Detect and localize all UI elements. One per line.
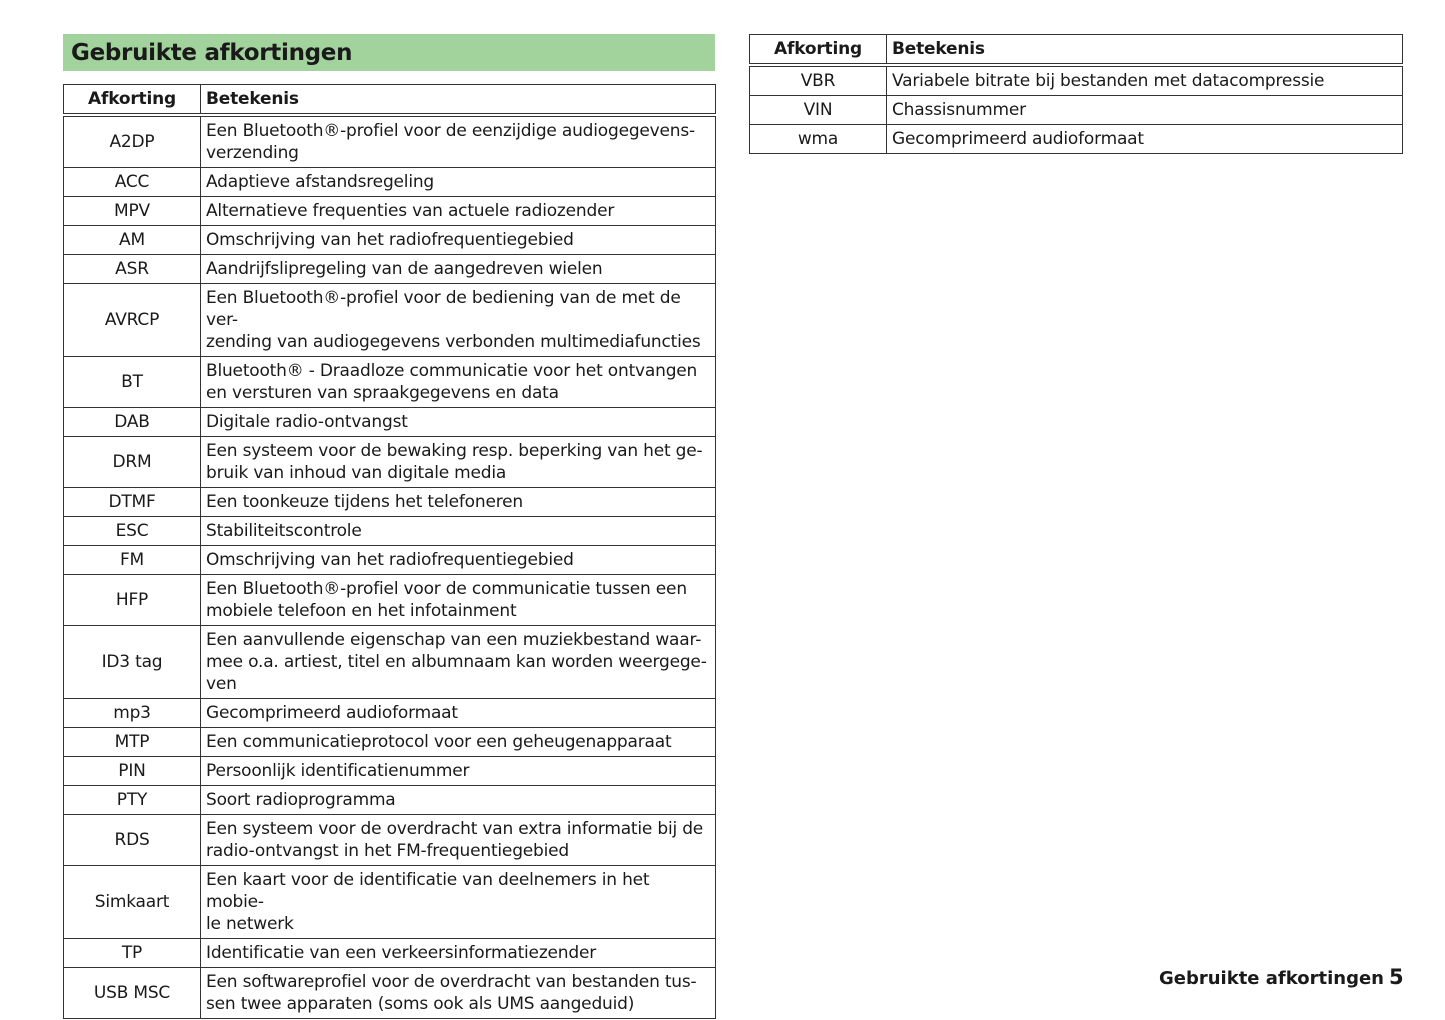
table-row bbox=[64, 866, 716, 939]
meaning-cell: Een communicatieprotocol voor een geheugenapparaat bbox=[201, 728, 716, 757]
table-row bbox=[64, 488, 716, 517]
abbreviation-cell: RDS bbox=[64, 815, 201, 866]
meaning-cell: Omschrijving van het radiofrequentiegebied bbox=[201, 226, 716, 255]
meaning-cell: Persoonlijk identificatienummer bbox=[201, 757, 716, 786]
abbreviation-cell: DTMF bbox=[64, 488, 201, 517]
table-row bbox=[64, 168, 716, 197]
abbreviation-cell: DRM bbox=[64, 437, 201, 488]
abbreviation-cell: MPV bbox=[64, 197, 201, 226]
table-row bbox=[64, 197, 716, 226]
table-row bbox=[64, 546, 716, 575]
table-row bbox=[64, 284, 716, 357]
table-row bbox=[64, 626, 716, 699]
meaning-cell: Omschrijving van het radiofrequentiegebied bbox=[201, 546, 716, 575]
table-row bbox=[64, 226, 716, 255]
table-row bbox=[750, 125, 1403, 154]
meaning-cell: Een aanvullende eigenschap van een muziekbestand waar- mee o.a. artiest, titel en albumnaam kan worden weergege- ven bbox=[201, 626, 716, 699]
meaning-cell: Een Bluetooth®-profiel voor de eenzijdige audiogegevens- verzending bbox=[201, 115, 716, 168]
table-row bbox=[64, 517, 716, 546]
abbreviation-cell: ASR bbox=[64, 255, 201, 284]
page-number: 5 bbox=[1389, 965, 1404, 989]
meaning-cell: Een systeem voor de overdracht van extra informatie bij de radio-ontvangst in het FM-frequentiegebied bbox=[201, 815, 716, 866]
abbreviation-cell: mp3 bbox=[64, 699, 201, 728]
meaning-cell: Gecomprimeerd audioformaat bbox=[887, 125, 1403, 154]
table-row bbox=[64, 575, 716, 626]
meaning-cell: Digitale radio-ontvangst bbox=[201, 408, 716, 437]
abbreviation-cell: USB MSC bbox=[64, 968, 201, 1019]
abbreviation-cell: AVRCP bbox=[64, 284, 201, 357]
abbreviation-cell: PTY bbox=[64, 786, 201, 815]
abbreviation-cell: VBR bbox=[750, 65, 887, 96]
table-row bbox=[64, 786, 716, 815]
header-abbreviation: Afkorting bbox=[750, 35, 887, 66]
table-row bbox=[64, 115, 716, 168]
meaning-cell: Een toonkeuze tijdens het telefoneren bbox=[201, 488, 716, 517]
table-row bbox=[64, 699, 716, 728]
meaning-cell: Alternatieve frequenties van actuele radiozender bbox=[201, 197, 716, 226]
table-row bbox=[64, 728, 716, 757]
meaning-cell: Stabiliteitscontrole bbox=[201, 517, 716, 546]
meaning-cell: Gecomprimeerd audioformaat bbox=[201, 699, 716, 728]
header-meaning: Betekenis bbox=[201, 85, 716, 116]
meaning-cell: Bluetooth® - Draadloze communicatie voor het ontvangen en versturen van spraakgegevens en data bbox=[201, 357, 716, 408]
section-title: Gebruikte afkortingen bbox=[63, 34, 715, 71]
table-row bbox=[64, 437, 716, 488]
meaning-cell: Aandrijfslipregeling van de aangedreven wielen bbox=[201, 255, 716, 284]
meaning-cell: Een systeem voor de bewaking resp. beperking van het ge- bruik van inhoud van digitale media bbox=[201, 437, 716, 488]
abbreviation-cell: HFP bbox=[64, 575, 201, 626]
abbreviation-cell: DAB bbox=[64, 408, 201, 437]
abbreviation-cell: wma bbox=[750, 125, 887, 154]
table-row bbox=[750, 96, 1403, 125]
meaning-cell: Een softwareprofiel voor de overdracht van bestanden tus- sen twee apparaten (soms ook als UMS aangeduid) bbox=[201, 968, 716, 1019]
abbreviation-cell: ACC bbox=[64, 168, 201, 197]
table-row bbox=[64, 757, 716, 786]
header-abbreviation: Afkorting bbox=[64, 85, 201, 116]
meaning-cell: Een Bluetooth®-profiel voor de bediening van de met de ver- zending van audiogegevens verbonden multimediafuncties bbox=[201, 284, 716, 357]
table-header-row bbox=[64, 85, 716, 116]
abbreviation-cell: FM bbox=[64, 546, 201, 575]
table-row bbox=[64, 968, 716, 1019]
abbreviation-cell: MTP bbox=[64, 728, 201, 757]
abbreviation-cell: Simkaart bbox=[64, 866, 201, 939]
abbreviation-cell: ID3 tag bbox=[64, 626, 201, 699]
meaning-cell: Identificatie van een verkeersinformatiezender bbox=[201, 939, 716, 968]
abbreviation-cell: VIN bbox=[750, 96, 887, 125]
abbreviation-cell: ESC bbox=[64, 517, 201, 546]
abbreviations-table-right bbox=[749, 34, 1403, 154]
header-meaning: Betekenis bbox=[887, 35, 1403, 66]
table-row bbox=[64, 357, 716, 408]
table-header-row bbox=[750, 35, 1403, 66]
meaning-cell: Een Bluetooth®-profiel voor de communicatie tussen een mobiele telefoon en het infotainment bbox=[201, 575, 716, 626]
meaning-cell: Chassisnummer bbox=[887, 96, 1403, 125]
abbreviation-cell: TP bbox=[64, 939, 201, 968]
meaning-cell: Adaptieve afstandsregeling bbox=[201, 168, 716, 197]
abbreviations-table-left bbox=[63, 84, 716, 1019]
meaning-cell: Een kaart voor de identificatie van deelnemers in het mobie- le netwerk bbox=[201, 866, 716, 939]
table-row bbox=[64, 408, 716, 437]
table-row bbox=[64, 255, 716, 284]
table-row bbox=[750, 65, 1403, 96]
meaning-cell: Soort radioprogramma bbox=[201, 786, 716, 815]
footer-section-title: Gebruikte afkortingen bbox=[1159, 968, 1384, 989]
abbreviation-cell: AM bbox=[64, 226, 201, 255]
meaning-cell: Variabele bitrate bij bestanden met datacompressie bbox=[887, 65, 1403, 96]
abbreviation-cell: PIN bbox=[64, 757, 201, 786]
table-row bbox=[64, 939, 716, 968]
table-row bbox=[64, 815, 716, 866]
abbreviation-cell: BT bbox=[64, 357, 201, 408]
abbreviation-cell: A2DP bbox=[64, 115, 201, 168]
